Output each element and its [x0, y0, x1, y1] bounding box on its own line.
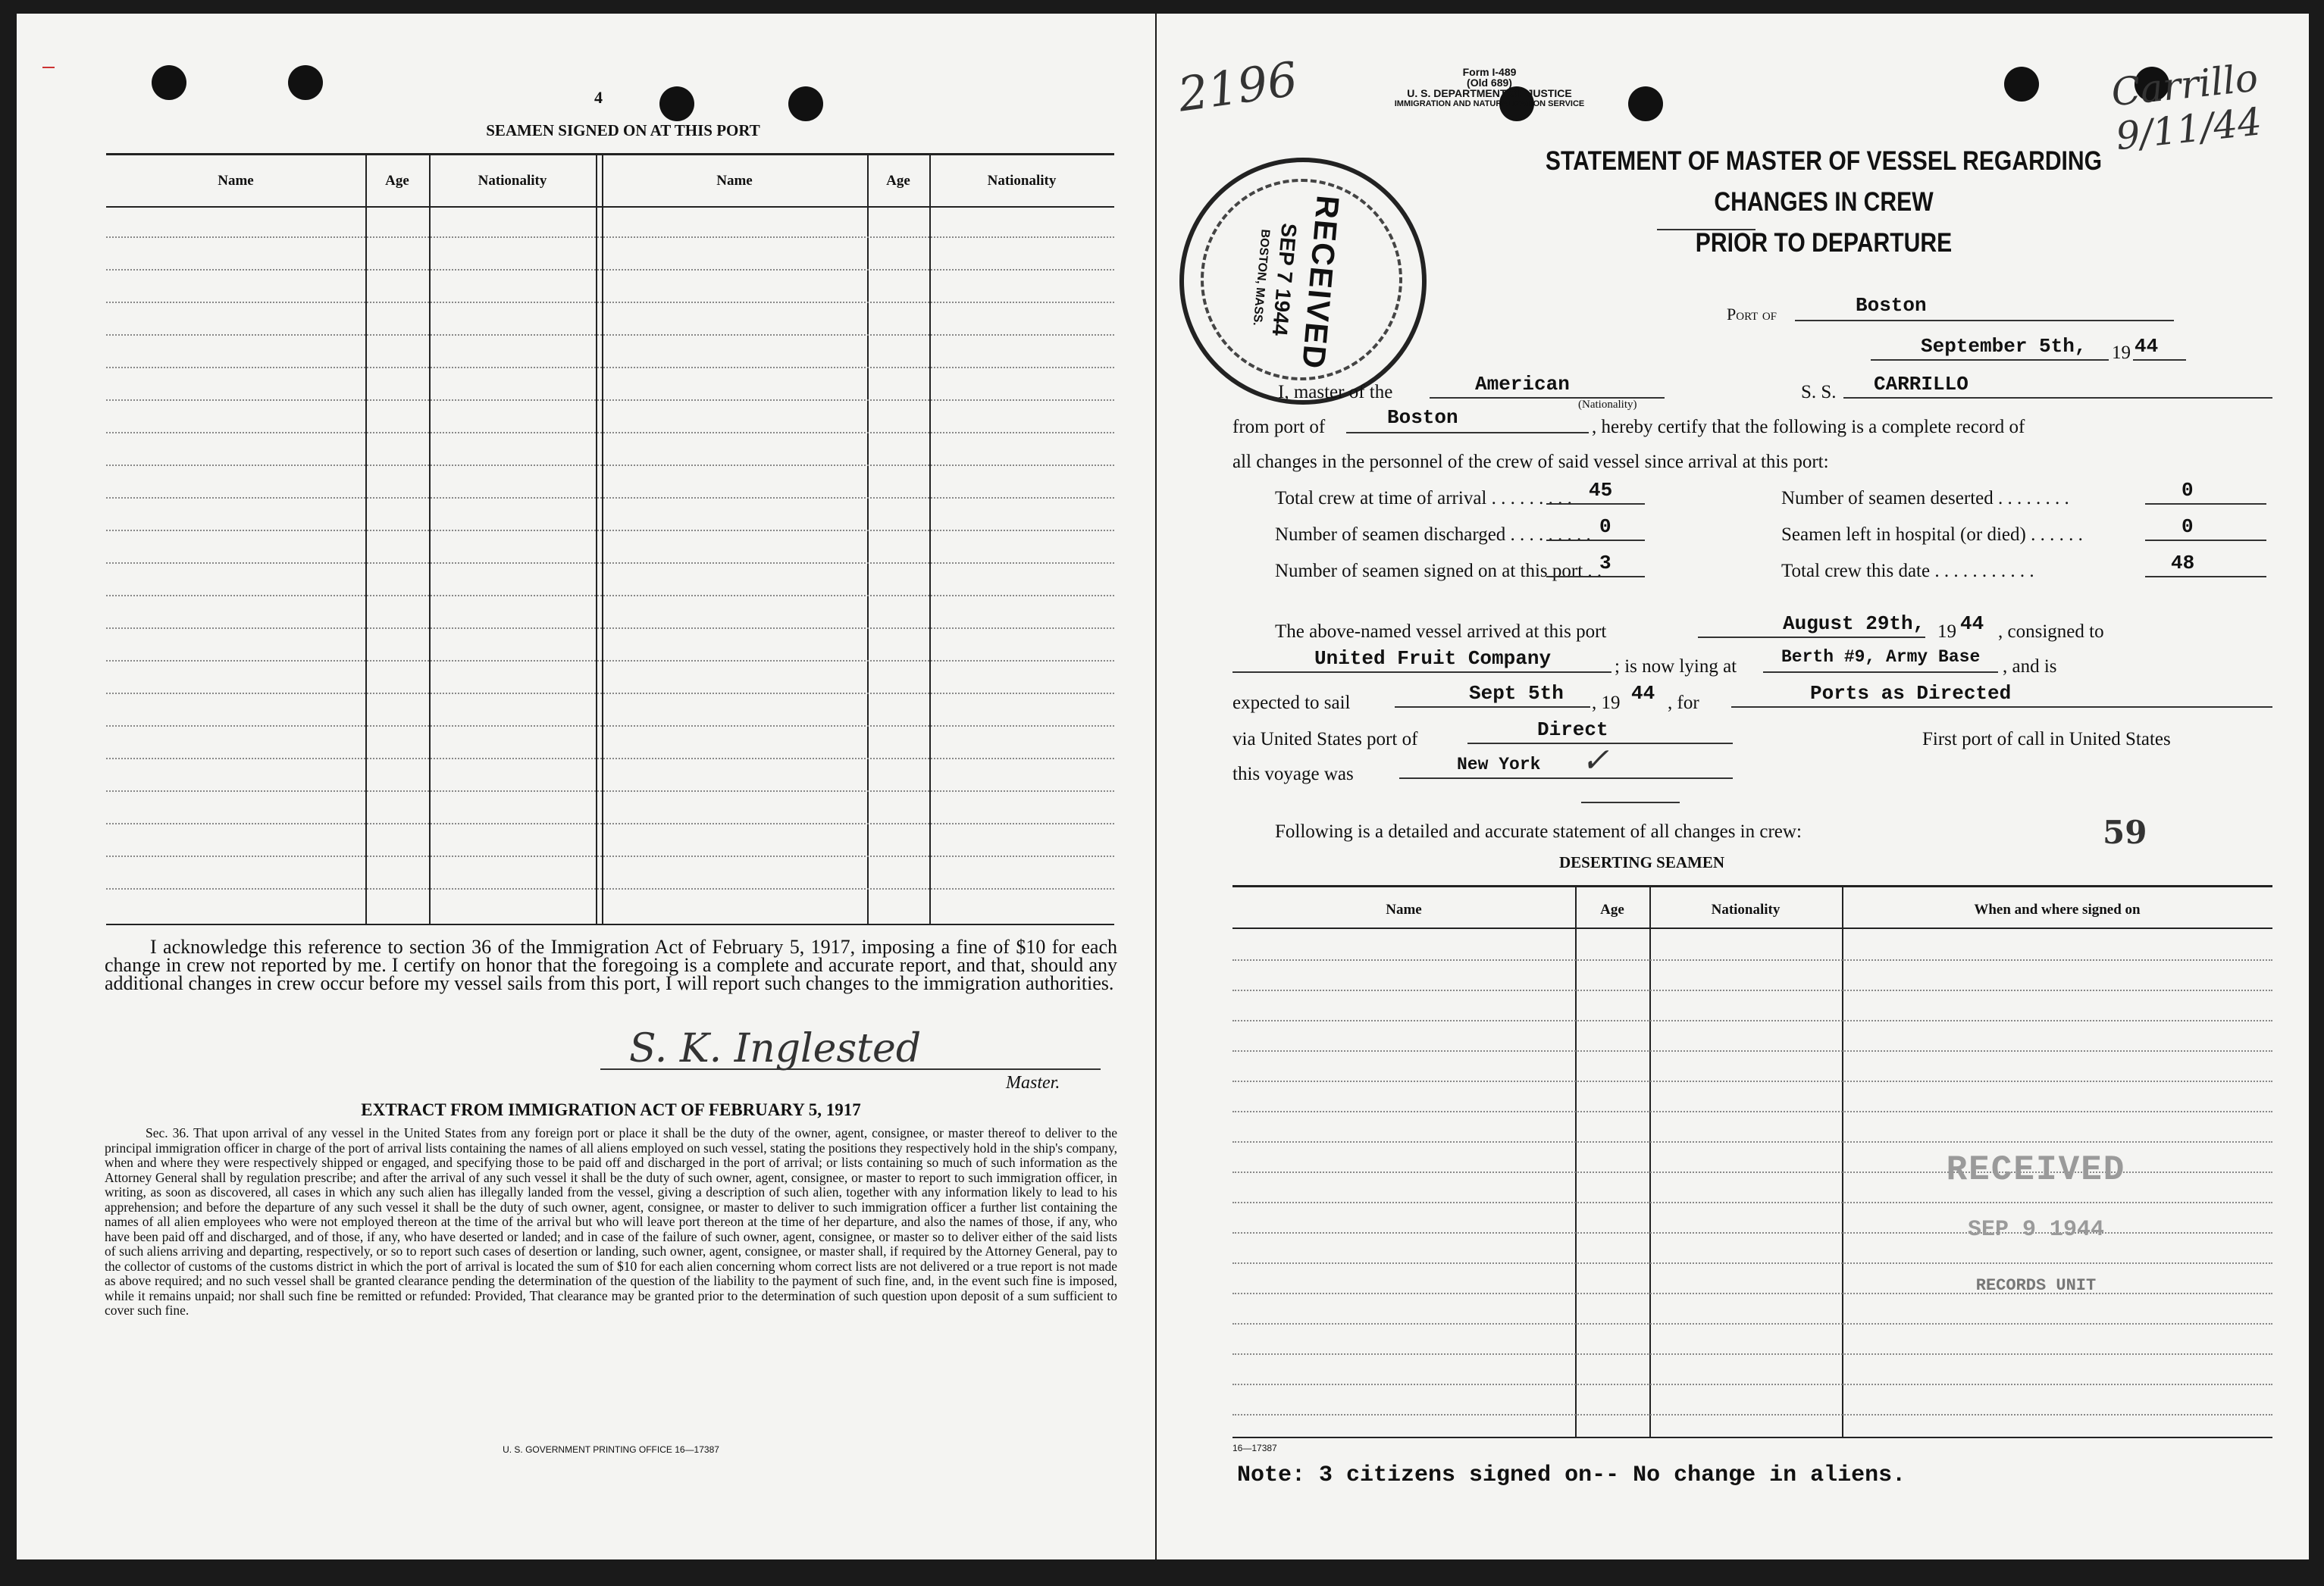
stat-underline [1546, 540, 1645, 541]
form-header [1372, 67, 1607, 109]
d-col-header-name: Name [1386, 902, 1422, 918]
date-year-prefix: 19 [2112, 343, 2131, 363]
voyage-label: this voyage was [1232, 764, 1354, 784]
col-header-name-2: Name [716, 173, 753, 189]
stat-label-total-date: Total crew this date . . . . . . . . . . . [1781, 561, 2034, 581]
date-value[interactable]: September 5th, [1921, 335, 2087, 358]
table-row [106, 823, 1114, 824]
table-row [106, 790, 1114, 792]
table-row [106, 693, 1114, 694]
records-stamp-date: SEP 9 1944 [1967, 1217, 2105, 1243]
lying-label: ; is now lying at [1615, 656, 1737, 677]
stat-underline [1546, 576, 1645, 577]
table-row [1232, 1384, 2272, 1385]
port-underline [1795, 320, 2174, 321]
stat-underline [2145, 540, 2266, 541]
left-page [17, 14, 1155, 1559]
table-row [1232, 1020, 2272, 1021]
stamp-date: SEP 7 1944 [1267, 222, 1301, 337]
arrived-value[interactable]: August 29th, [1783, 612, 1925, 635]
nationality-value[interactable]: American [1475, 373, 1570, 396]
from-port-value[interactable]: Boston [1387, 406, 1458, 429]
arrived-label: The above-named vessel arrived at this port [1275, 621, 1607, 642]
stat-value-total-arrival[interactable]: 45 [1589, 479, 1613, 502]
table-row [106, 367, 1114, 368]
stat-value-hospital[interactable]: 0 [2181, 515, 2194, 538]
title-underline [1657, 229, 1756, 230]
table-row [106, 399, 1114, 401]
voyage-underline [1399, 777, 1733, 779]
sail-year[interactable]: 44 [1631, 682, 1655, 705]
consigned-label: , consigned to [1998, 621, 2104, 642]
table-row [1232, 1081, 2272, 1082]
stamp-text-group [1174, 152, 1432, 410]
punch-hole [659, 86, 694, 121]
form-title [1491, 141, 2156, 264]
sail-year-prefix: , 19 [1592, 693, 1621, 713]
year-underline [2133, 359, 2186, 361]
table-top-rule [106, 153, 1114, 155]
col-header-age: Age [385, 173, 409, 189]
records-received-stamp [1900, 1150, 2172, 1295]
stamp-place: BOSTON, MASS. [1250, 228, 1272, 327]
punch-hole [788, 86, 823, 121]
d-table-bottom-rule [1232, 1437, 2272, 1438]
table-row [106, 269, 1114, 271]
table-row [106, 236, 1114, 238]
stat-underline [2145, 503, 2266, 505]
master-of-label: I, master of the [1278, 382, 1393, 402]
stamp-received: RECEIVED [1295, 194, 1346, 372]
from-port-label: from port of [1232, 417, 1326, 437]
check-mark-icon: ✓ [1581, 741, 1609, 780]
d-col-header-signed-on: When and where signed on [1974, 902, 2141, 918]
arrived-year[interactable]: 44 [1960, 612, 1984, 635]
stat-label-signed-on: Number of seamen signed on at this port . . [1275, 561, 1602, 581]
ship-name[interactable]: CARRILLO [1874, 373, 1969, 396]
punch-hole [152, 65, 186, 100]
signature-line [600, 1068, 1101, 1070]
stat-underline [2145, 576, 2266, 577]
expected-label: expected to sail [1232, 693, 1351, 713]
lying-underline [1763, 671, 1998, 673]
via-value[interactable]: Direct [1537, 718, 1608, 741]
stat-label-discharged: Number of seamen discharged . . . . . . . . . [1275, 524, 1591, 545]
stat-value-discharged[interactable]: 0 [1599, 515, 1611, 538]
date-year[interactable]: 44 [2135, 335, 2159, 358]
table-row [106, 595, 1114, 596]
and-is-label: , and is [2003, 656, 2057, 677]
table-row [106, 334, 1114, 336]
table-row [1232, 1111, 2272, 1112]
table-row [106, 856, 1114, 857]
for-underline [1731, 706, 2272, 708]
lying-value[interactable]: Berth #9, Army Base [1781, 647, 1981, 667]
table-row [106, 725, 1114, 727]
consignee-underline [1232, 671, 1611, 673]
col-header-nationality: Nationality [478, 173, 547, 189]
table-row [106, 562, 1114, 564]
extract-title: EXTRACT FROM IMMIGRATION ACT OF FEBRUARY 5, 1917 [361, 1100, 861, 1119]
stat-label-hospital: Seamen left in hospital (or died) . . . . . . [1781, 524, 2083, 545]
deserting-title: DESERTING SEAMEN [1558, 853, 1725, 871]
port-value[interactable]: Boston [1856, 294, 1927, 317]
acknowledgement-text: I acknowledge this reference to section 36 of the Immigration Act of February 5, 1917, imposing a fine of $10 for each change in crew not reported by me. I certify on honor that the foregoing is a complete and accurate report, and that, should any additional changes in crew occur before my vessel sails from this port, I will report such changes to the immigration authorities. [105, 936, 1117, 994]
stat-value-signed-on[interactable]: 3 [1599, 552, 1611, 574]
extract-text: Sec. 36. That upon arrival of any vessel in the United States from any foreign port or place it shall be the duty of the owner, agent, consignee, or master thereof to deliver to the principal immigration officer in charge of the port of arrival lists containing the names of all aliens employed on such vessel, stating the positions they respectively hold in the ship's company, when and where they were respectively shipped or engaged, and specifying those to be paid off and discharged in the port of arrival; or lists containing so much of such information as the Attorney General shall by regulation prescribe; and after the arrival of any such vessel it shall be the duty of such owner, agent, consignee, or master to report to such immigration officer, in writing, as soon as discovered, all cases in which any such alien has illegally landed from the vessel, giving a description of such alien, together with any information likely to lead to his apprehension; and before the departure of any such vessel it shall be the duty of such owner, agent, consignee, or master to deliver to such immigration officer a further list containing the names of all alien employees who were not employed thereon at the time of the arrival but who will leave port thereon at the time of her departure, and also the names of those, if any, who have been paid off and discharged, and of those, if any, who have deserted or landed; and in case of the failure of such owner, agent, consignee, or master so to deliver either of the said lists of such aliens arriving and departing, respectively, or so to report such cases of desertion or landing, such owner, agent, consignee, or master shall, if required by the Attorney General, pay to the collector of customs of the customs district in which the port of arrival is located the sum of $10 for each alien concerning whom correct lists are not delivered or a true report is not made as above required; and no such vessel shall be granted clearance pending the determination of the question of the liability to the payment of such fine, and, in the event such fine is imposed, while it remains unpaid; nor shall such fine be remitted or refunded: Provided, That clearance may be granted prior to the determination of such question upon deposit of a sum sufficient to cover such fine. [105, 1125, 1117, 1318]
table-row [1232, 1141, 2272, 1143]
nationality-caption: (Nationality) [1578, 399, 1637, 411]
punch-hole [2004, 67, 2039, 102]
col-header-name: Name [218, 173, 254, 189]
first-port-label: First port of call in United States [1922, 729, 2171, 749]
title-line-1: STATEMENT OF MASTER OF VESSEL REGARDING CHANGES IN CREW [1545, 146, 2103, 217]
table-row [106, 302, 1114, 303]
col-header-age-2: Age [886, 173, 910, 189]
title-line-2: PRIOR TO DEPARTURE [1695, 228, 1953, 258]
for-label: , for [1668, 693, 1699, 713]
records-stamp-unit: RECORDS UNIT [1975, 1276, 2097, 1295]
service-name: IMMIGRATION AND NATURALIZATION SERVICE [1394, 99, 1585, 108]
stat-label-deserted: Number of seamen deserted . . . . . . . . [1781, 488, 2069, 508]
certify-text: , hereby certify that the following is a complete record of [1592, 417, 2025, 437]
table-row [106, 497, 1114, 499]
from-port-underline [1346, 432, 1589, 433]
department-name: U. S. DEPARTMENT OF JUSTICE [1407, 87, 1572, 99]
col-header-nationality-2: Nationality [987, 173, 1057, 189]
received-stamp [1179, 158, 1427, 405]
page-number: 4 [594, 88, 603, 107]
master-label: Master. [1006, 1073, 1060, 1093]
master-signature: S. K. Inglested [629, 1026, 922, 1071]
ss-label: S. S. [1801, 382, 1837, 402]
records-stamp-text: RECEIVED [1946, 1150, 2126, 1190]
arrived-year-prefix: 19 [1937, 621, 1956, 642]
table-row [106, 627, 1114, 629]
table-row [1232, 1414, 2272, 1416]
table-row [106, 465, 1114, 466]
stat-value-total-date[interactable]: 48 [2171, 552, 2195, 574]
table-row [106, 432, 1114, 433]
d-col-header-age: Age [1600, 902, 1624, 918]
table-row [1232, 1353, 2272, 1355]
following-text: Following is a detailed and accurate statement of all changes in crew: [1275, 821, 1802, 842]
date-underline [1871, 359, 2109, 361]
table-row [106, 530, 1114, 531]
voyage-value[interactable]: New York [1457, 755, 1541, 774]
section-title: SEAMEN SIGNED ON AT THIS PORT [486, 121, 760, 139]
arrived-underline [1698, 637, 1925, 638]
table-row [106, 888, 1114, 890]
d-table-top-rule [1232, 885, 2272, 887]
stat-label-total-arrival: Total crew at time of arrival . . . . . . . . . [1275, 488, 1572, 508]
divider-rule [1581, 802, 1680, 803]
port-label: Port of [1727, 305, 1777, 324]
handwritten-number: 2196 [1174, 51, 1301, 123]
ship-underline [1843, 397, 2272, 399]
form-code: 16—17387 [1232, 1443, 1277, 1453]
consignee-value[interactable]: United Fruit Company [1314, 647, 1552, 670]
right-page [1157, 14, 2309, 1559]
form-number: Form I-489 [1462, 66, 1517, 78]
table-row [1232, 990, 2272, 991]
table-row [106, 758, 1114, 759]
handwritten-corner-note: Carrillo 9/11/44 [2109, 55, 2264, 159]
for-value[interactable]: Ports as Directed [1810, 682, 2012, 705]
via-label: via United States port of [1232, 729, 1418, 749]
printing-office: U. S. GOVERNMENT PRINTING OFFICE 16—17387 [503, 1444, 719, 1455]
table-bottom-rule [106, 924, 1114, 925]
d-table-header-rule [1232, 928, 2272, 929]
punch-hole [1628, 86, 1663, 121]
red-mark [42, 67, 55, 68]
table-row [106, 660, 1114, 662]
following-number: 59 [2103, 814, 2147, 851]
typed-note[interactable]: Note: 3 citizens signed on-- No change in aliens. [1237, 1462, 1906, 1488]
table-row [1232, 1323, 2272, 1325]
form-old-number: (Old 689) [1467, 77, 1512, 89]
punch-hole [288, 65, 323, 100]
d-col-header-nationality: Nationality [1711, 902, 1781, 918]
sail-value[interactable]: Sept 5th [1469, 682, 1564, 705]
stat-underline [1546, 503, 1645, 505]
changes-text: all changes in the personnel of the crew of said vessel since arrival at this port: [1232, 452, 1829, 472]
sail-underline [1395, 706, 1590, 708]
table-row [1232, 959, 2272, 961]
table-header-rule [106, 206, 1114, 208]
table-row [1232, 1050, 2272, 1052]
stat-value-deserted[interactable]: 0 [2181, 479, 2194, 502]
